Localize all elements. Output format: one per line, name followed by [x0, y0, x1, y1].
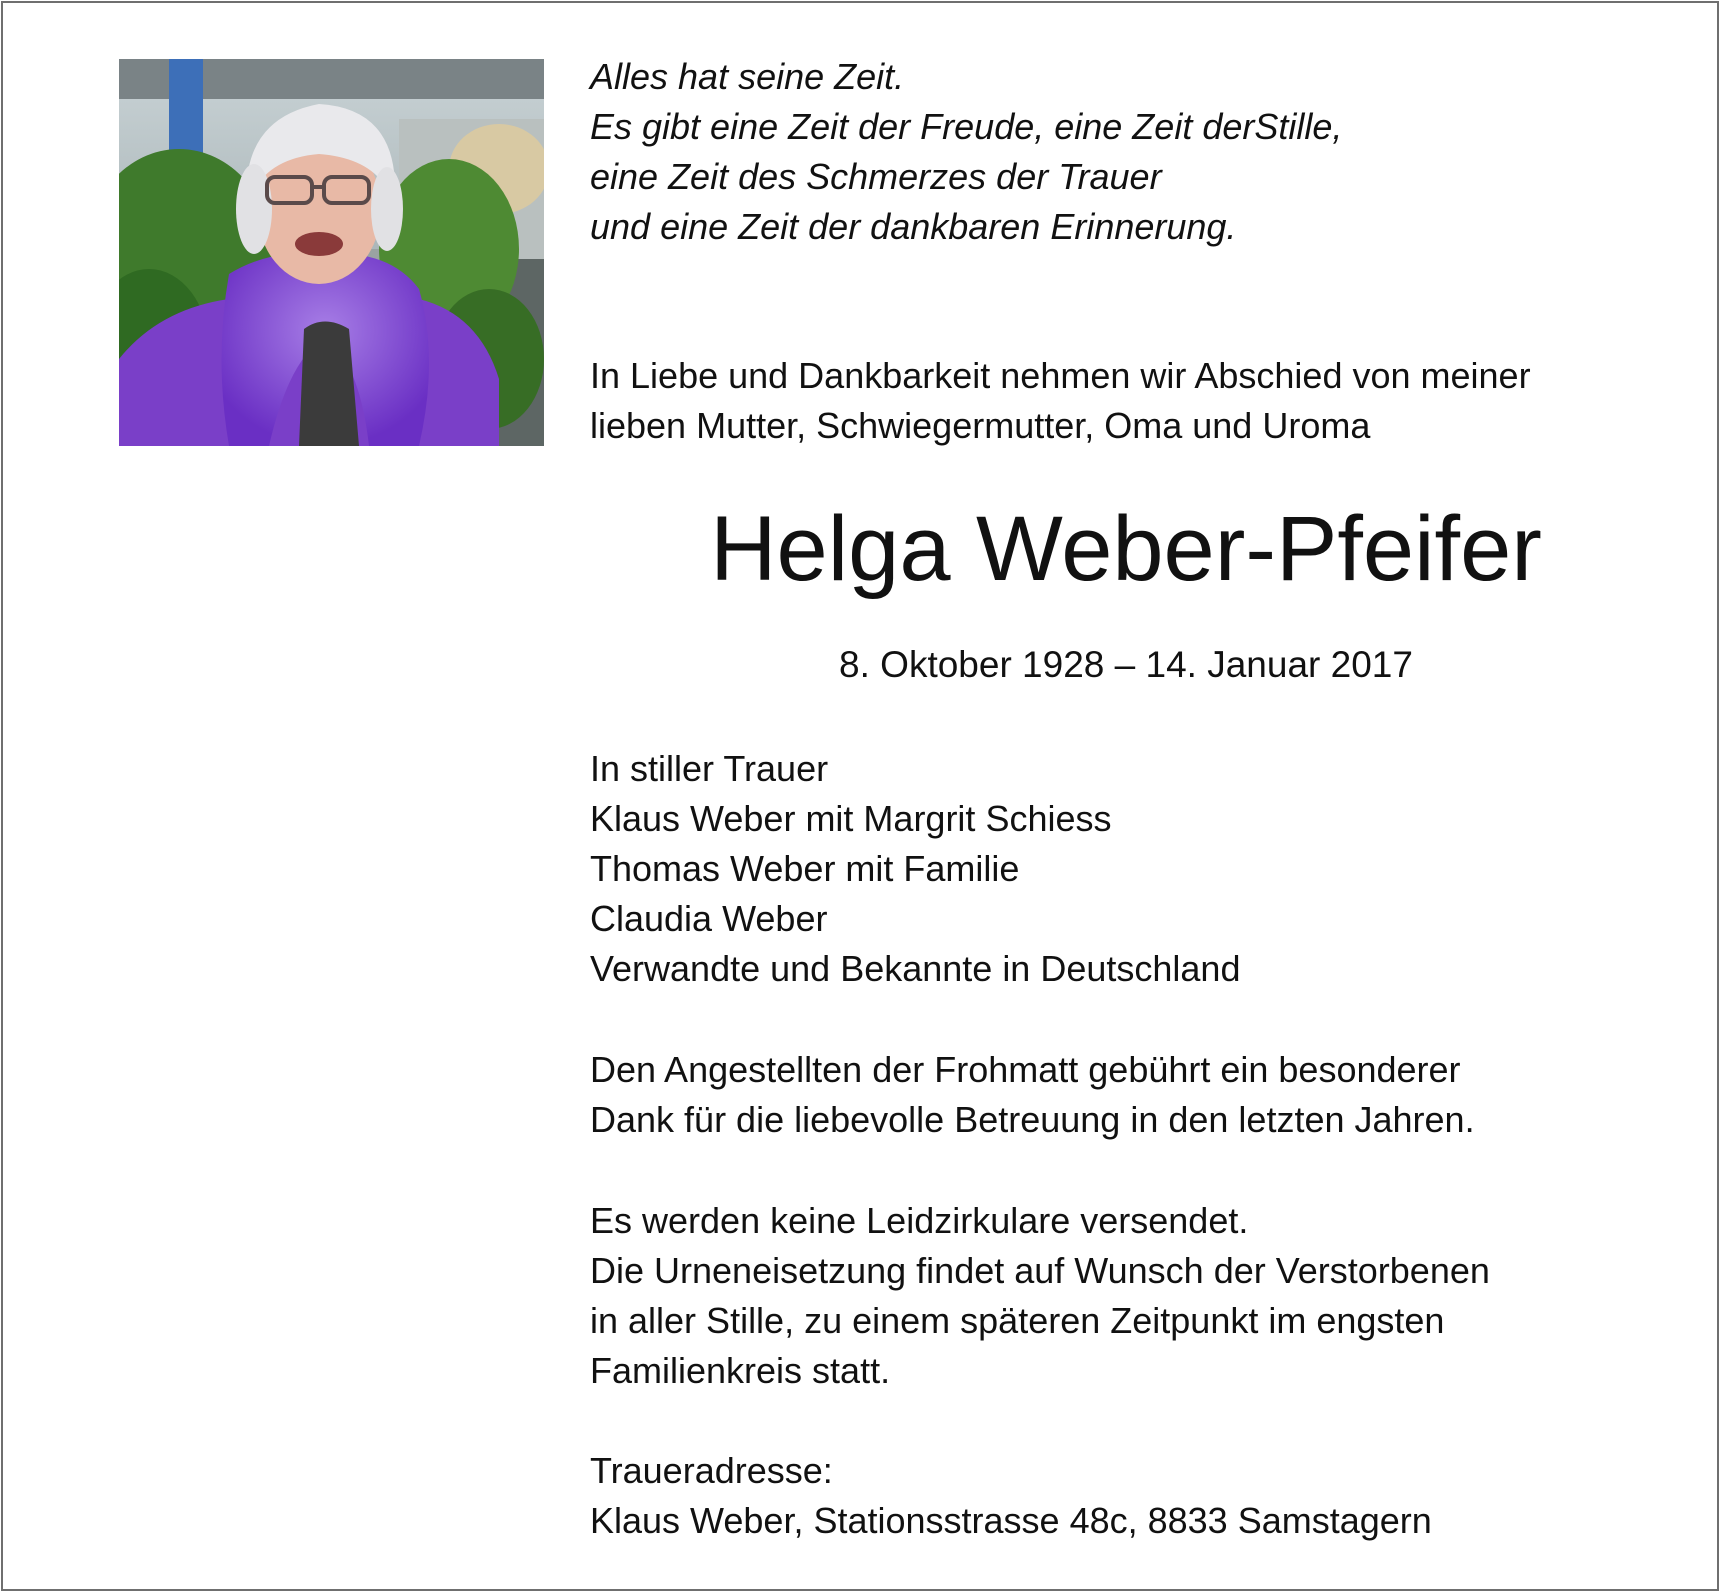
farewell-intro — [590, 351, 1670, 451]
notes-line: Es werden keine Leidzirkulare versendet. — [590, 1200, 1249, 1241]
poem-line: Alles hat seine Zeit. — [590, 56, 905, 97]
poem-line: eine Zeit des Schmerzes der Trauer — [590, 156, 1162, 197]
poem-line: und eine Zeit der dankbaren Erinnerung. — [590, 206, 1237, 247]
address-label: Traueradresse: — [590, 1450, 833, 1491]
notes-line: Die Urneneisetzung findet auf Wunsch der Verstorbenen — [590, 1250, 1490, 1291]
ceremony-notes — [590, 1196, 1670, 1396]
notes-line: in aller Stille, zu einem späteren Zeitpunkt im engsten — [590, 1300, 1445, 1341]
thanks-line: Dank für die liebevolle Betreuung in den letzten Jahren. — [590, 1099, 1475, 1140]
notes-line: Familienkreis statt. — [590, 1350, 891, 1391]
mourners-line: Thomas Weber mit Familie — [590, 848, 1020, 889]
mourners-line: In stiller Trauer — [590, 748, 829, 789]
intro-line: lieben Mutter, Schwiegermutter, Oma und Uroma — [590, 405, 1371, 446]
deceased-name: Helga Weber-Pfeifer — [710, 498, 1542, 600]
mourners-line: Verwandte und Bekannte in Deutschland — [590, 948, 1241, 989]
mourners-list — [590, 744, 1670, 994]
intro-line: In Liebe und Dankbarkeit nehmen wir Abschied von meiner — [590, 355, 1531, 396]
life-dates: 8. Oktober 1928 – 14. Januar 2017 — [839, 644, 1413, 685]
thanks-line: Den Angestellten der Frohmatt gebührt ein besonderer — [590, 1049, 1461, 1090]
address-line: Klaus Weber, Stationsstrasse 48c, 8833 Samstagern — [590, 1500, 1432, 1541]
poem-line: Es gibt eine Zeit der Freude, eine Zeit derStille, — [590, 106, 1343, 147]
mourners-line: Claudia Weber — [590, 898, 828, 939]
poem — [590, 52, 1670, 252]
portrait-photo — [119, 59, 544, 446]
mourning-address — [590, 1446, 1670, 1546]
thanks-paragraph — [590, 1045, 1670, 1145]
mourners-line: Klaus Weber mit Margrit Schiess — [590, 798, 1112, 839]
